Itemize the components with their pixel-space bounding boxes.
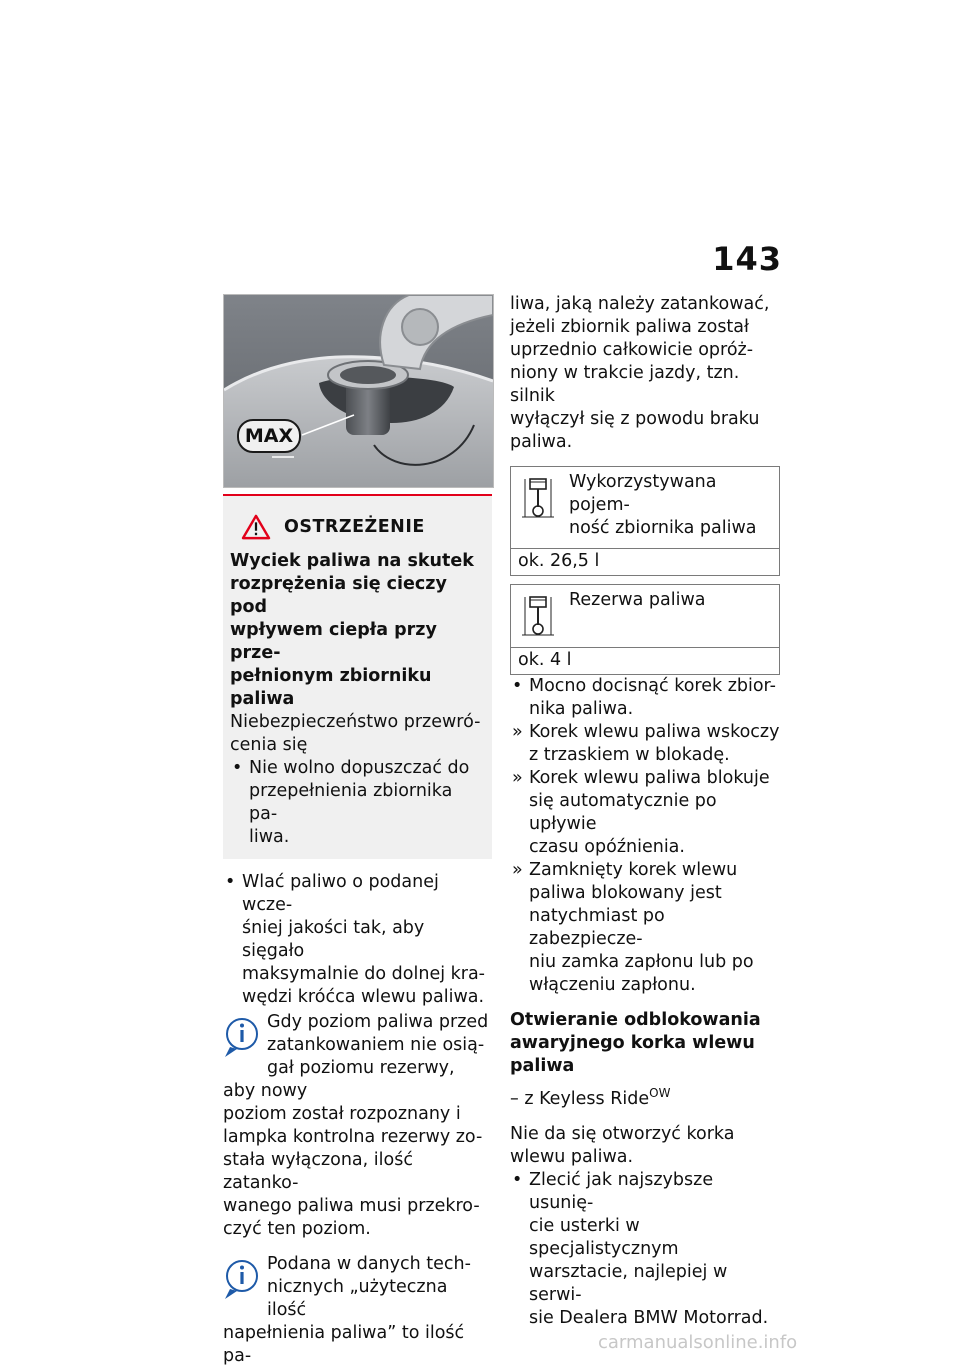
text-line: wyłączył się z powodu braku bbox=[510, 409, 760, 429]
text-line: paliwa blokowany jest bbox=[529, 883, 722, 903]
spec-label-row bbox=[511, 585, 779, 648]
text-line: uprzednio całkowicie opróż- bbox=[510, 340, 754, 360]
text-line: poziom został rozpoznany i bbox=[223, 1104, 461, 1124]
spec-label-row bbox=[511, 467, 779, 549]
text-line: przepełnienia zbiornika pa- bbox=[249, 781, 453, 824]
text-line: z trzaskiem w blokadę. bbox=[529, 745, 730, 765]
closing-steps bbox=[510, 675, 780, 997]
bullet-mark: • bbox=[512, 1169, 523, 1190]
step-result bbox=[510, 859, 780, 997]
spec-fuel-reserve bbox=[510, 584, 780, 675]
warning-box bbox=[223, 494, 492, 859]
text-line: Korek wlewu paliwa wskoczy bbox=[529, 722, 780, 742]
text-line: Wlać paliwo o podanej wcze- bbox=[242, 872, 439, 915]
text-line: wędzi króćca wlewu paliwa. bbox=[242, 987, 485, 1007]
text-line: liwa, jaką należy zatankować, bbox=[510, 294, 770, 314]
spec-fuel-capacity bbox=[510, 466, 780, 576]
info-note-capacity bbox=[223, 1253, 492, 1368]
warning-heading bbox=[230, 550, 482, 711]
page-number: 143 bbox=[712, 240, 782, 278]
text-line: Mocno docisnąć korek zbior- bbox=[529, 676, 776, 696]
text-line: wpływem ciepła przy prze- bbox=[230, 620, 437, 663]
text-line: paliwa bbox=[510, 1056, 575, 1076]
text-line: Nie wolno dopuszczać do bbox=[249, 758, 470, 778]
step-item bbox=[510, 675, 780, 721]
info-note-reserve bbox=[223, 1011, 492, 1241]
text-line: cenia się bbox=[230, 735, 308, 755]
step-result bbox=[510, 721, 780, 767]
text-line: stała wyłączona, ilość zatanko- bbox=[223, 1150, 413, 1193]
max-level-badge: MAX bbox=[237, 419, 301, 453]
text-line: Niebezpieczeństwo przewró- bbox=[230, 712, 481, 732]
engine-piston-icon bbox=[519, 595, 557, 639]
text-line: maksymalnie do dolnej kra- bbox=[242, 964, 486, 984]
emergency-bullet bbox=[510, 1169, 780, 1330]
text-line: niony w trakcie jazdy, tzn. silnik bbox=[510, 363, 740, 406]
text-line: się automatycznie po upływie bbox=[529, 791, 717, 834]
text-line: lampka kontrolna rezerwy zo- bbox=[223, 1127, 483, 1147]
step-mark: » bbox=[512, 860, 523, 880]
bullet-mark: • bbox=[225, 872, 236, 892]
text-line: cie usterki w specjalistycznym bbox=[529, 1215, 679, 1259]
text-line: Wyciek paliwa na skutek bbox=[230, 551, 474, 571]
equipment-option bbox=[510, 1082, 780, 1111]
option-mark: – bbox=[510, 1088, 519, 1109]
text-line: warsztacie, najlepiej w serwi- bbox=[529, 1261, 728, 1305]
fill-instruction bbox=[223, 871, 492, 1009]
left-column bbox=[223, 494, 492, 1368]
text-line: natychmiast po zabezpiecze- bbox=[529, 906, 665, 949]
step-mark: » bbox=[512, 722, 523, 742]
text-line: liwa. bbox=[249, 827, 290, 847]
text-line: Otwieranie odblokowania bbox=[510, 1010, 761, 1030]
text-line: Zlecić jak najszybsze usunię- bbox=[529, 1169, 714, 1213]
text-line: sie Dealera BMW Motorrad. bbox=[529, 1307, 769, 1328]
right-column bbox=[510, 293, 780, 1330]
text-line: Gdy poziom paliwa przed bbox=[267, 1012, 489, 1032]
spec-label bbox=[569, 589, 705, 612]
fuel-filler-photo bbox=[223, 294, 494, 488]
text-line: nika paliwa. bbox=[529, 699, 634, 719]
text-line: wlewu paliwa. bbox=[510, 1146, 634, 1167]
step-mark: • bbox=[512, 676, 523, 696]
spec-value: ok. 4 l bbox=[518, 650, 572, 670]
step-result bbox=[510, 767, 780, 859]
engine-piston-icon bbox=[519, 477, 557, 521]
spec-value: ok. 26,5 l bbox=[518, 551, 600, 571]
text-line: ność zbiornika paliwa bbox=[569, 518, 757, 538]
danger-text bbox=[230, 711, 482, 757]
warning-triangle-icon bbox=[240, 514, 272, 540]
emergency-body bbox=[510, 1123, 780, 1169]
text-line: awaryjnego korka wlewu bbox=[510, 1033, 755, 1053]
text-line: śniej jakości tak, aby sięgało bbox=[242, 918, 425, 961]
text-line: napełnienia paliwa” to ilość pa- bbox=[223, 1323, 465, 1366]
text-line: wanego paliwa musi przekro- bbox=[223, 1196, 480, 1216]
option-text: z Keyless Ride bbox=[524, 1088, 650, 1109]
text-line: włączeniu zapłonu. bbox=[529, 975, 696, 995]
watermark: carmanualsonline.info bbox=[598, 1332, 798, 1353]
emergency-heading bbox=[510, 1009, 780, 1078]
text-line: Zamknięty korek wlewu bbox=[529, 860, 738, 880]
text-line: pełnionym zbiorniku paliwa bbox=[230, 666, 432, 709]
info-icon bbox=[223, 1253, 265, 1301]
text-line: gał poziomu rezerwy, aby nowy bbox=[223, 1058, 455, 1101]
text-line: czasu opóźnienia. bbox=[529, 837, 685, 857]
text-line: Nie da się otworzyć korka bbox=[510, 1123, 735, 1144]
capacity-explanation bbox=[510, 293, 780, 454]
step-mark: » bbox=[512, 768, 523, 788]
text-line: jeżeli zbiornik paliwa został bbox=[510, 317, 749, 337]
text-line: Wykorzystywana pojem- bbox=[569, 472, 717, 515]
text-line: paliwa. bbox=[510, 432, 573, 452]
text-line: niu zamka zapłonu lub po bbox=[529, 952, 754, 972]
text-line: Korek wlewu paliwa blokuje bbox=[529, 768, 770, 788]
fuel-filler-illustration bbox=[224, 295, 493, 487]
text-line: Podana w danych tech- bbox=[267, 1254, 471, 1274]
text-line: Rezerwa paliwa bbox=[569, 590, 706, 610]
warning-title: OSTRZEŻENIE bbox=[284, 516, 425, 537]
text-line: nicznych „użyteczna ilość bbox=[267, 1277, 448, 1320]
text-line: czyć ten poziom. bbox=[223, 1219, 371, 1239]
text-line: zatankowaniem nie osią- bbox=[267, 1035, 485, 1055]
text-line: rozprężenia się cieczy pod bbox=[230, 574, 447, 617]
info-icon bbox=[223, 1011, 265, 1059]
bullet-mark: • bbox=[232, 758, 243, 778]
warning-header bbox=[230, 514, 482, 540]
option-code: OW bbox=[649, 1086, 671, 1100]
spec-label bbox=[569, 471, 773, 540]
warning-bullet bbox=[230, 757, 482, 849]
